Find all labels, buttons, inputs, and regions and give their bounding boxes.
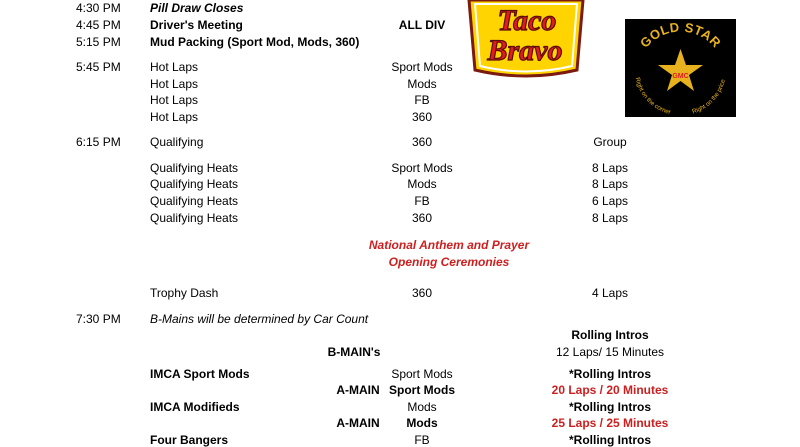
trophy-dash-event: Trophy Dash xyxy=(150,286,219,300)
modifieds-amain-laps: 25 Laps / 25 Minutes xyxy=(551,416,669,430)
gold-tagline-left: Right on the corner xyxy=(633,76,672,116)
hot-laps-division: 360 xyxy=(411,110,433,124)
sport-mods-division: Sport Mods xyxy=(391,367,453,381)
taco-logo-line1: Taco xyxy=(497,4,557,37)
hot-laps-division: Mods xyxy=(407,77,437,91)
hot-laps-division: Sport Mods xyxy=(391,60,453,74)
heat-division: Sport Mods xyxy=(391,161,453,175)
gold-star-title: GOLD STAR xyxy=(636,19,725,51)
sport-mods-amain-label: A-MAIN xyxy=(336,383,380,397)
hot-laps-division: FB xyxy=(414,93,430,107)
gold-star-logo xyxy=(625,19,736,117)
taco-bravo-logo xyxy=(465,0,587,80)
ceremony-opening: Opening Ceremonies xyxy=(388,255,510,269)
event-mud-packing: Mud Packing (Sport Mod, Mods, 360) xyxy=(150,35,360,49)
svg-text:Right on the price xyxy=(691,78,727,115)
time-730: 7:30 PM xyxy=(76,312,121,326)
division-all: ALL DIV xyxy=(398,18,446,32)
svg-text:Right on the corner xyxy=(634,77,672,116)
bmains-laps: 12 Laps/ 15 Minutes xyxy=(555,345,665,359)
four-bangers-division: FB xyxy=(414,433,430,447)
ceremony-anthem: National Anthem and Prayer xyxy=(368,238,530,252)
gold-star-emblem xyxy=(625,19,736,117)
heat-event: Qualifying Heats xyxy=(150,161,239,175)
qualifying-division: 360 xyxy=(411,135,433,149)
modifieds-division: Mods xyxy=(407,400,437,414)
time-515: 5:15 PM xyxy=(76,35,121,49)
time-430: 4:30 PM xyxy=(76,1,121,15)
class-modifieds: IMCA Modifieds xyxy=(150,400,240,414)
class-four-bangers: Four Bangers xyxy=(150,433,229,447)
heat-event: Qualifying Heats xyxy=(150,194,239,208)
heat-division: FB xyxy=(414,194,430,208)
hot-laps-event: Hot Laps xyxy=(150,60,199,74)
gmc-label: GMC xyxy=(672,73,689,80)
time-545: 5:45 PM xyxy=(76,60,121,74)
star-icon xyxy=(658,49,703,91)
qualifying-format: Group xyxy=(593,135,627,149)
hot-laps-event: Hot Laps xyxy=(150,110,199,124)
time-615: 6:15 PM xyxy=(76,135,121,149)
gold-tagline-right: Right on the price xyxy=(691,78,727,116)
taco-logo-line2: Bravo xyxy=(487,34,563,67)
event-pill-draw: Pill Draw Closes xyxy=(150,1,244,15)
bmains-note: B-Mains will be determined by Car Count xyxy=(150,312,369,326)
bmains-label: B-MAIN's xyxy=(327,345,381,359)
time-445: 4:45 PM xyxy=(76,18,121,32)
heat-event: Qualifying Heats xyxy=(150,177,239,191)
four-bangers-intro: *Rolling Intros xyxy=(569,433,651,447)
sport-mods-intro: *Rolling Intros xyxy=(569,367,651,381)
heat-laps: 8 Laps xyxy=(591,161,629,175)
heat-laps: 8 Laps xyxy=(591,211,629,225)
class-sport-mods: IMCA Sport Mods xyxy=(150,367,250,381)
svg-text:GOLD STAR xyxy=(637,19,724,50)
modifieds-amain-label: A-MAIN xyxy=(336,416,380,430)
heat-laps: 6 Laps xyxy=(591,194,629,208)
qualifying-event: Qualifying xyxy=(150,135,204,149)
hot-laps-event: Hot Laps xyxy=(150,77,199,91)
heat-division: 360 xyxy=(411,211,433,225)
trophy-dash-division: 360 xyxy=(411,286,433,300)
hot-laps-event: Hot Laps xyxy=(150,93,199,107)
heat-event: Qualifying Heats xyxy=(150,211,239,225)
modifieds-intro: *Rolling Intros xyxy=(569,400,651,414)
heat-division: Mods xyxy=(407,177,437,191)
heat-laps: 8 Laps xyxy=(591,177,629,191)
event-drivers-meeting: Driver's Meeting xyxy=(150,18,243,32)
modifieds-amain-division: Mods xyxy=(406,416,438,430)
sport-mods-amain-division: Sport Mods xyxy=(389,383,455,397)
sport-mods-amain-laps: 20 Laps / 20 Minutes xyxy=(551,383,669,397)
trophy-dash-laps: 4 Laps xyxy=(591,286,629,300)
bmains-rolling-intros: Rolling Intros xyxy=(571,328,649,342)
